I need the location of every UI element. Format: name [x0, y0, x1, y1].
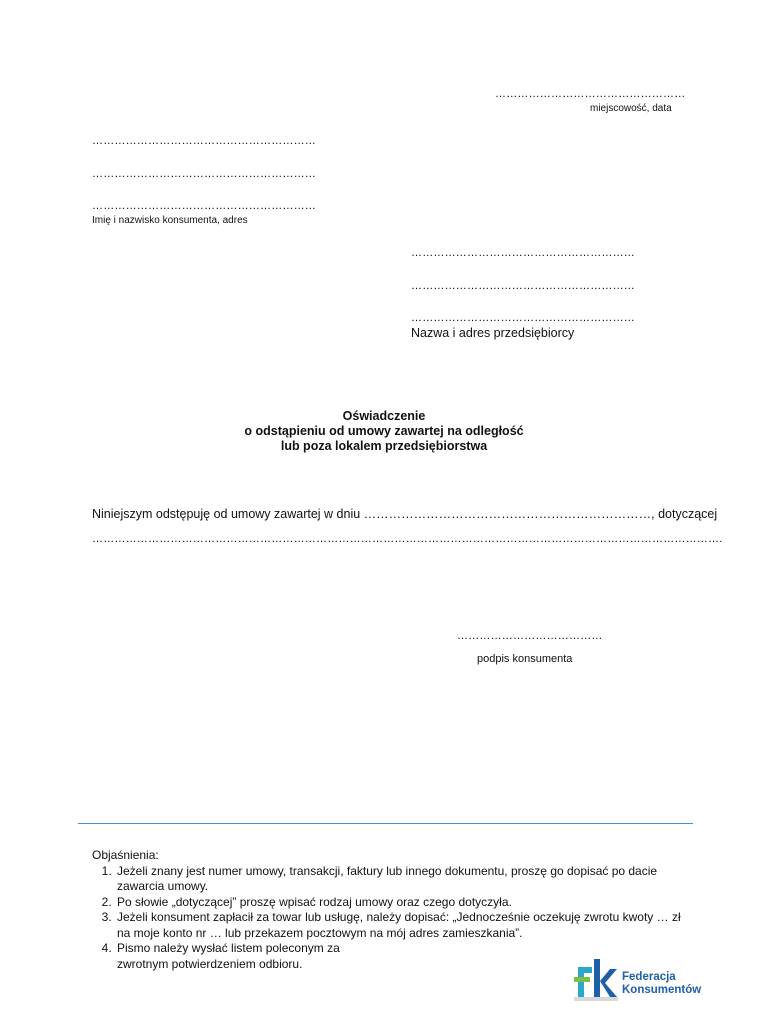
title-line-1: Oświadczenie [342, 409, 426, 423]
consumer-line-2[interactable]: …………………………………………………… [92, 168, 316, 180]
explanations [92, 848, 692, 972]
consumer-line-3[interactable]: …………………………………………………… [92, 200, 316, 212]
statement-line-2[interactable]: ……………………………………………………………………………………………………………………………………………………. [92, 533, 723, 545]
logo-text [622, 971, 701, 997]
explanation-item: 2. Po słowie „dotyczącej” proszę wpisać rodzaj umowy oraz czego dotyczyła. [115, 895, 692, 911]
consumer-label: Imię i nazwisko konsumenta, adres [92, 215, 248, 226]
explanations-list [92, 864, 692, 973]
signature-label: podpis konsumenta [477, 653, 573, 665]
fk-logo-icon [574, 957, 618, 1001]
section-divider [78, 823, 693, 824]
place-date-label: miejscowość, data [590, 103, 672, 114]
explanation-item: 4. Pismo należy wysłać listem poleconym za zwrotnym potwierdzeniem odbioru. [115, 941, 367, 972]
entrepreneur-line-2[interactable]: …………………………………………………… [411, 280, 635, 292]
logo-line-1: Federacja [622, 971, 676, 983]
entrepreneur-line-3[interactable]: …………………………………………………… [411, 312, 635, 324]
logo-line-2: Konsumentów [622, 984, 702, 996]
explanation-item: 3. Jeżeli konsument zapłacił za towar lub usługę, należy dopisać: „Jednocześnie oczekuję zwrotu kwoty … zł na moje konto nr … lub przekazem pocztowym na mój adres zamieszkania”. [115, 910, 692, 941]
consumer-line-1[interactable]: …………………………………………………… [92, 135, 316, 147]
statement-line-1: Niniejszym odstępuję od umowy zawartej w dniu ……………………………………………………………, dotyczącej [92, 507, 718, 521]
federacja-konsumentow-logo [574, 957, 702, 1003]
title-line-2: o odstąpieniu od umowy zawartej na odległość [244, 424, 524, 438]
explanation-item: 1. Jeżeli znany jest numer umowy, transakcji, faktury lub innego dokumentu, proszę go dopisać po dacie zawarcia umowy. [115, 864, 692, 895]
explanations-heading: Objaśnienia: [92, 848, 159, 862]
document-title [0, 409, 768, 454]
title-line-3: lub poza lokalem przedsiębiorstwa [280, 439, 488, 453]
entrepreneur-line-1[interactable]: …………………………………………………… [411, 247, 635, 259]
signature-line[interactable]: ………………………………… [457, 630, 603, 642]
place-date-line[interactable]: …………………………………………… [495, 88, 686, 100]
entrepreneur-label: Nazwa i adres przedsiębiorcy [411, 326, 575, 340]
